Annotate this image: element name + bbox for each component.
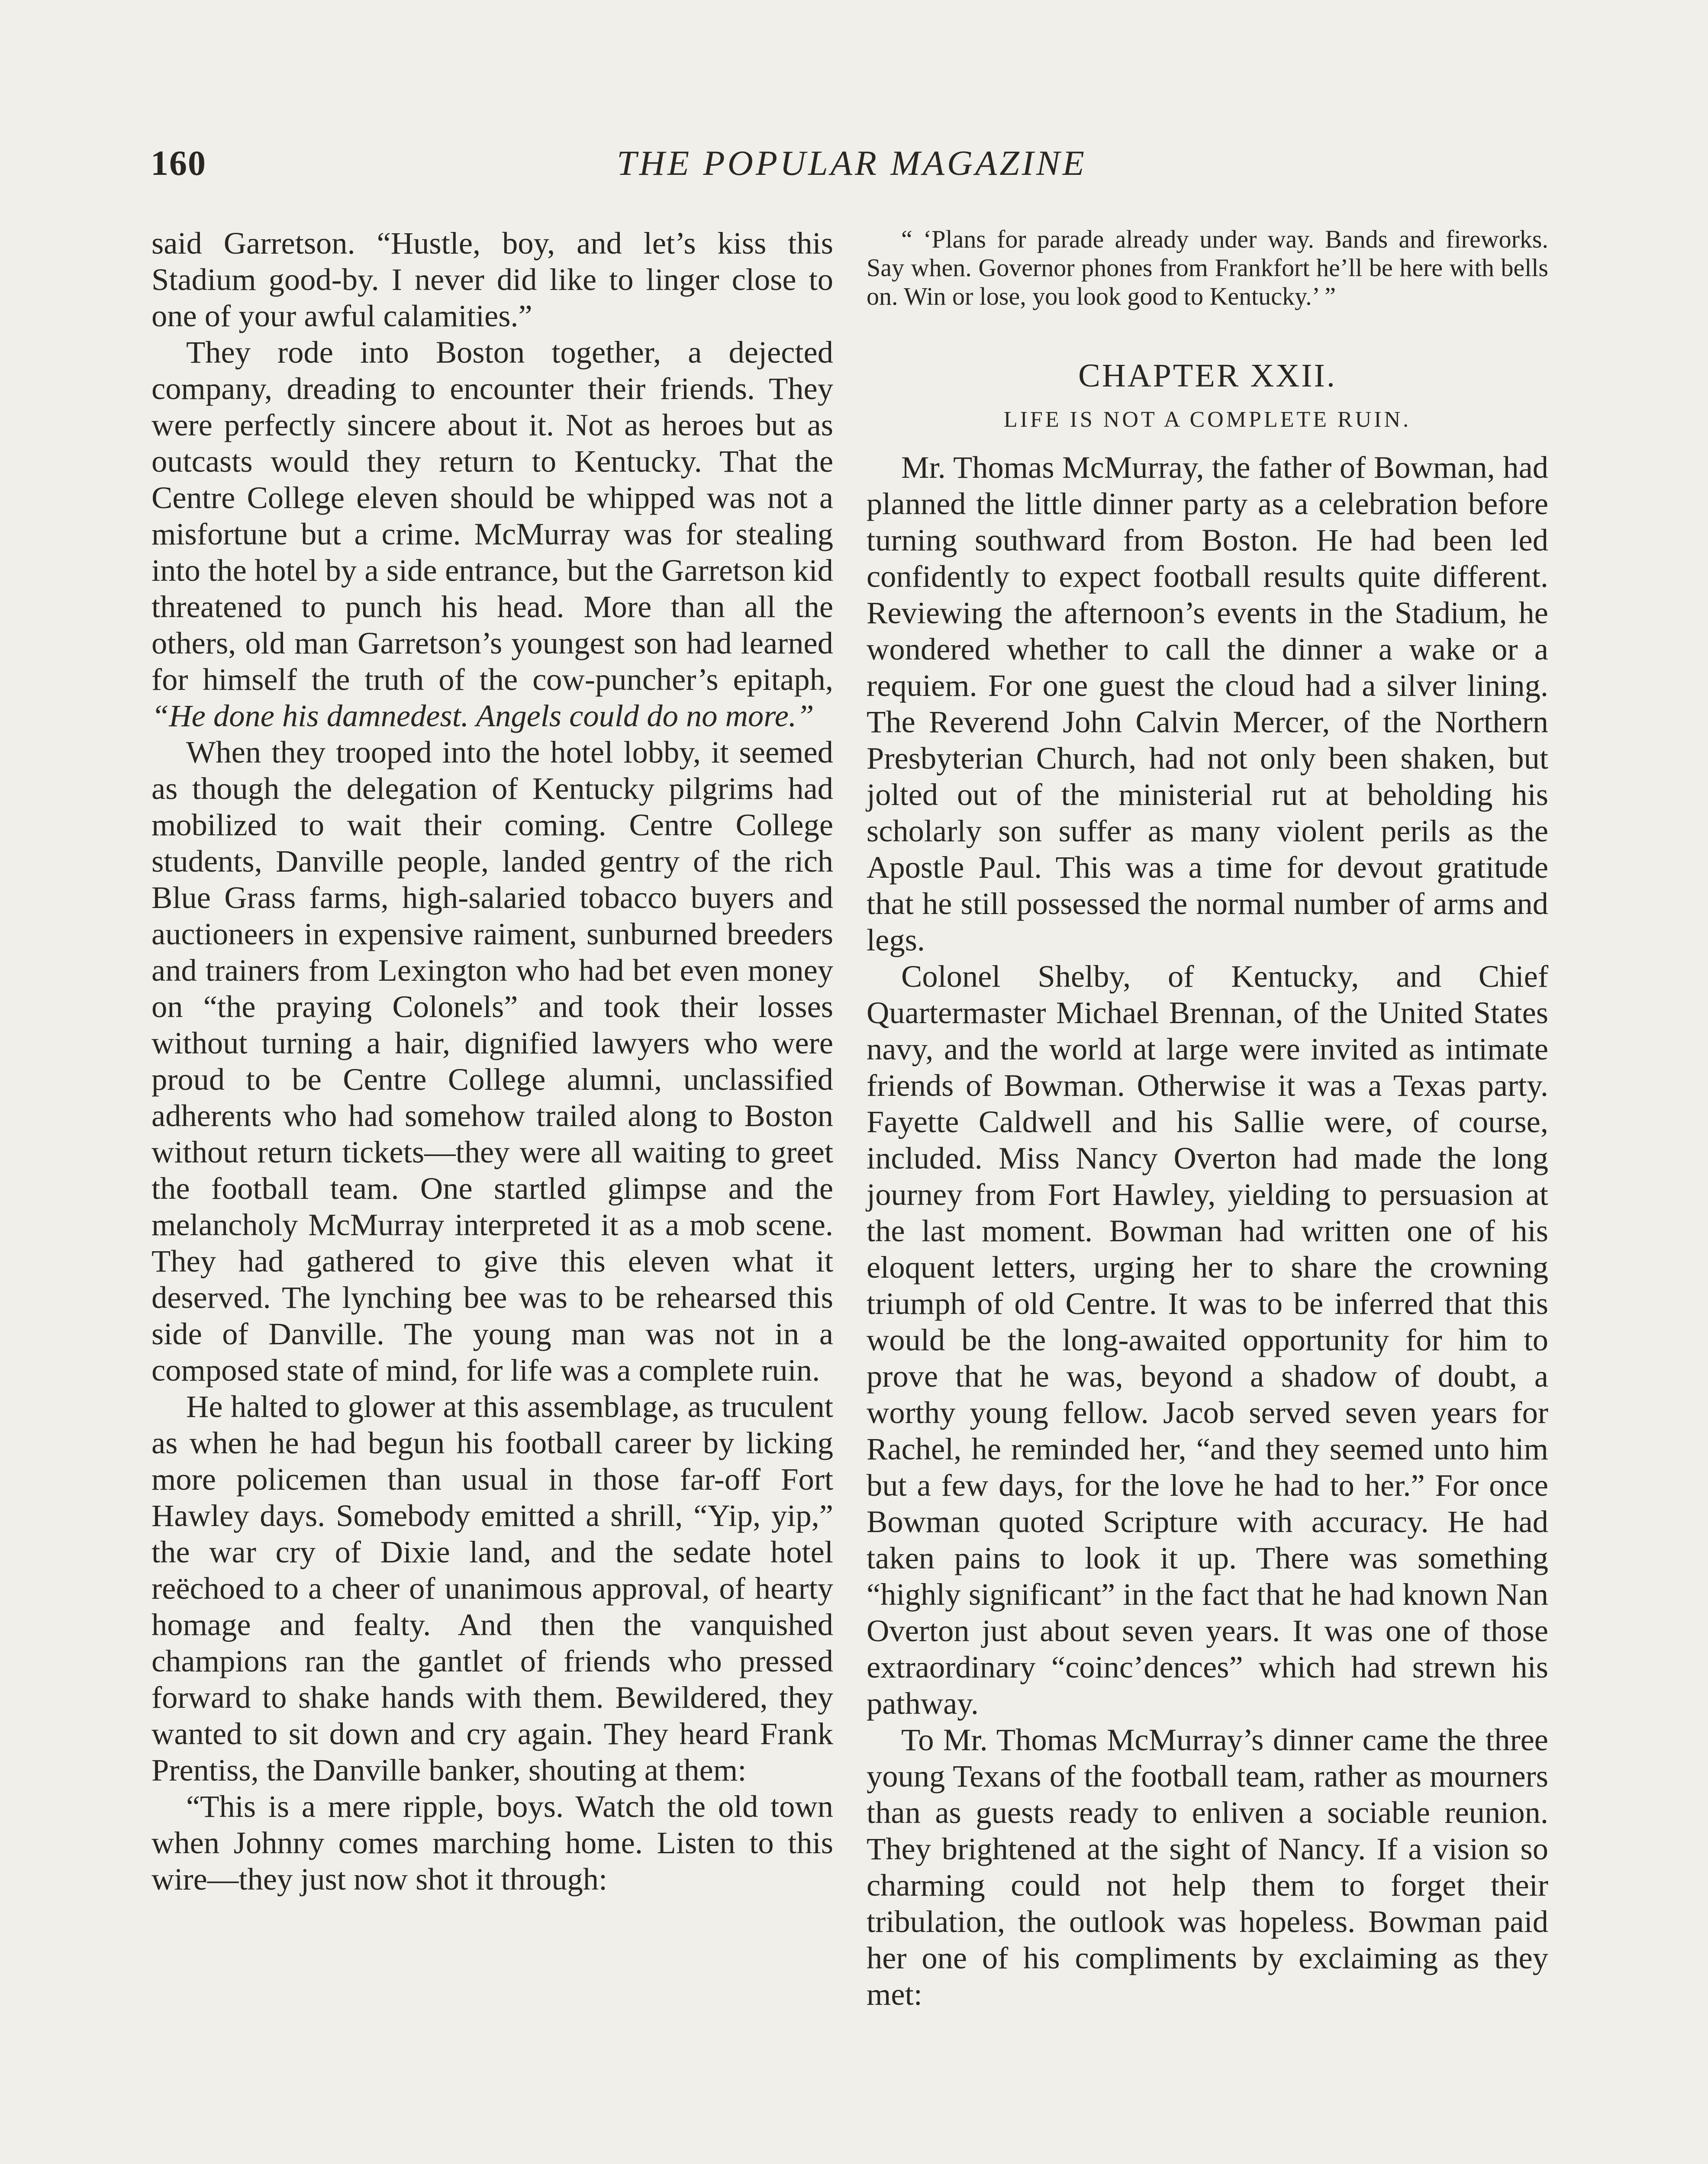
page-number: 160	[151, 143, 206, 183]
paragraph: “This is a mere ripple, boys. Watch the old town when Johnny comes marching home. Listen to this wire—they just now shot it through:	[151, 1789, 833, 1897]
paragraph: said Garretson. “Hustle, boy, and let’s kiss this Stadium good-by. I never did like to linger close to one of your awful calamities.”	[151, 225, 833, 333]
paragraph: Mr. Thomas McMurray, the father of Bowman, had planned the little dinner party as a celebration before turning southward from Boston. He had been led confidently to expect football results quite different. Reviewing the afternoon’s events in the Stadium, he wondered whether to call the dinner a wake or a requiem. For one guest the cloud had a silver lining. The Reverend John Calvin Mercer, of the Northern Presbyterian Church, had not only been shaken, but jolted out of the ministerial rut at beholding his scholarly son suffer as many violent perils as the Apostle Paul. This was a time for devout gratitude that he still possessed the normal number of arms and legs.	[867, 450, 1548, 957]
paragraph: When they trooped into the hotel lobby, it seemed as though the delegation of Kentucky pilgrims had mobilized to wait their coming. Centre College students, Danville people, landed gentry of the rich Blue Grass farms, high-salaried tobacco buyers and auctioneers in expensive raiment, sunburned breeders and trainers from Lexington who had bet even money on “the praying Colonels” and took their losses without turning a hair, dignified lawyers who were proud to be Centre College alumni, unclassified adherents who had somehow trailed along to Boston without return tickets—they were all waiting to greet the football team. One startled glimpse and the melancholy McMurray interpreted it as a mob scene. They had gathered to give this eleven what it deserved. The lynching bee was to be rehearsed this side of Danville. The young man was not in a composed state of mind, for life was a complete ruin.	[151, 734, 833, 1388]
telegram-quote: “ ‘Plans for parade already under way. Bands and fireworks. Say when. Governor phones from Frankfort he’ll be here with bells on. Win or lose, you look good to Kentucky.’ ”	[867, 225, 1548, 310]
page-header	[151, 143, 1553, 195]
paragraph: Colonel Shelby, of Kentucky, and Chief Quartermaster Michael Brennan, of the United States navy, and the world at large were invited as intimate friends of Bowman. Otherwise it was a Texas party. Fayette Caldwell and his Sallie were, of course, included. Miss Nancy Overton had made the long journey from Fort Hawley, yielding to persuasion at the last moment. Bowman had written one of his eloquent letters, urging her to share the crowning triumph of old Centre. It was to be inferred that this would be the long-awaited opportunity for him to prove that he was, beyond a shadow of doubt, a worthy young fellow. Jacob served seven years for Rachel, he reminded her, “and they seemed unto him but a few days, for the love he had to her.” For once Bowman quoted Scripture with accuracy. He had taken pains to look it up. There was something “highly significant” in the fact that he had known Nan Overton just about seven years. It was one of those extraordinary “coinc’dences” which had strewn his pathway.	[867, 959, 1548, 1721]
chapter-subtitle: LIFE IS NOT A COMPLETE RUIN.	[1003, 407, 1412, 432]
paragraph-text: They rode into Boston together, a dejected company, dreading to encounter their friends. They were perfectly sincere about it. Not as heroes but as outcasts would they return to Kentucky. That the Centre College eleven should be whipped was not a misfortune but a crime. McMurray was for stealing into the hotel by a side entrance, but the Garretson kid threatened to punch his head. More than all the others, old man Garretson’s youngest son had learned for himself the truth of the cow-puncher’s epitaph,	[151, 335, 833, 697]
left-column	[151, 225, 833, 1897]
paragraph	[151, 334, 833, 734]
chapter-title: CHAPTER XXII.	[1078, 357, 1337, 394]
paragraph: He halted to glower at this assemblage, as truculent as when he had begun his football career by licking more policemen than usual in those far-off Fort Hawley days. Somebody emitted a shrill, “Yip, yip,” the war cry of Dixie land, and the sedate hotel reëchoed to a cheer of unanimous approval, of hearty homage and fealty. And then the vanquished champions ran the gantlet of friends who pressed forward to shake hands with them. Bewildered, they wanted to sit down and cry again. They heard Frank Prentiss, the Danville banker, shouting at them:	[151, 1389, 833, 1787]
running-head: THE POPULAR MAGAZINE	[617, 143, 1087, 183]
epitaph-quote: “He done his damnedest. Angels could do no more.”	[151, 698, 814, 733]
paragraph: To Mr. Thomas McMurray’s dinner came the three young Texans of the football team, rather as mourners than as guests ready to enliven a sociable reunion. They brightened at the sight of Nancy. If a vision so charming could not help them to forget their tribulation, the outlook was hopeless. Bowman paid her one of his compliments by exclaiming as they met:	[867, 1722, 1548, 2012]
right-column	[867, 225, 1548, 2013]
